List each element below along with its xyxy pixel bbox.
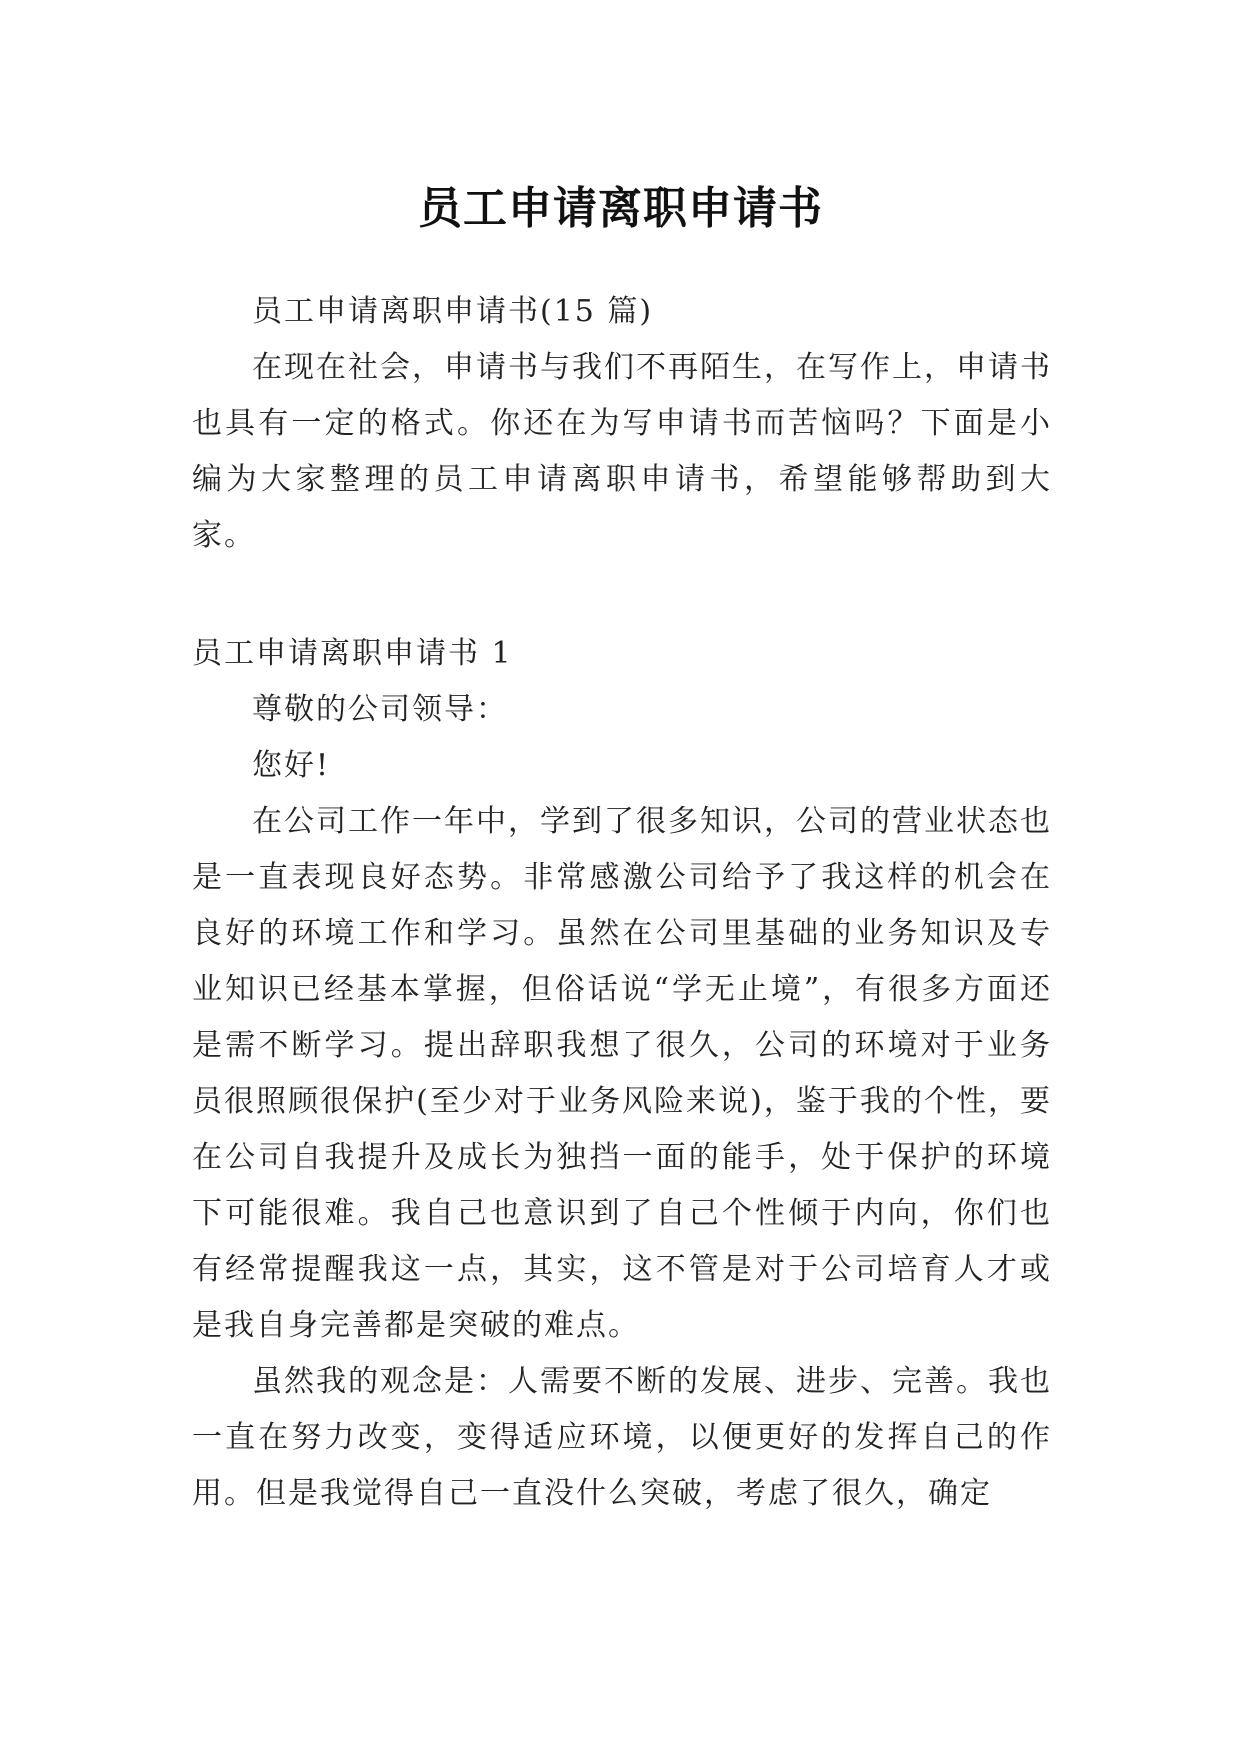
section-spacer <box>192 564 1052 626</box>
letter-paragraph: 虽然我的观念是：人需要不断的发展、进步、完善。我也一直在努力改变，变得适应环境，以便更好的发挥自己的作用。但是我觉得自己一直没什么突破，考虑了很久，确定 <box>192 1364 1052 1511</box>
document-body <box>192 284 1052 1522</box>
letter-paragraph: 在公司工作一年中，学到了很多知识，公司的营业状态也是一直表现良好态势。非常感激公司给予了我这样的机会在良好的环境工作和学习。虽然在公司里基础的业务知识及专业知识已经基本掌握，但俗话说“学无止境”，有很多方面还是需不断学习。提出辞职我想了很久，公司的环境对于业务员很照顾很保护(至少对于业务风险来说)，鉴于我的个性，要在公司自我提升及成长为独挡一面的能手，处于保护的环境下可能很难。我自己也意识到了自己个性倾于内向，你们也有经常提醒我这一点，其实，这不管是对于公司培育人才或是我自身完善都是突破的难点。 <box>192 804 1052 1343</box>
letter-greeting: 您好! <box>252 748 331 783</box>
letter-heading: 员工申请离职申请书 1 <box>192 636 513 671</box>
intro-paragraph: 在现在社会，申请书与我们不再陌生，在写作上，申请书也具有一定的格式。你还在为写申请书而苦恼吗？下面是小编为大家整理的员工申请离职申请书，希望能够帮助到大家。 <box>192 350 1052 553</box>
document-title: 员工申请离职申请书 <box>418 183 823 235</box>
letter-salutation: 尊敬的公司领导： <box>252 692 508 727</box>
intro-heading: 员工申请离职申请书(15 篇) <box>252 294 654 329</box>
